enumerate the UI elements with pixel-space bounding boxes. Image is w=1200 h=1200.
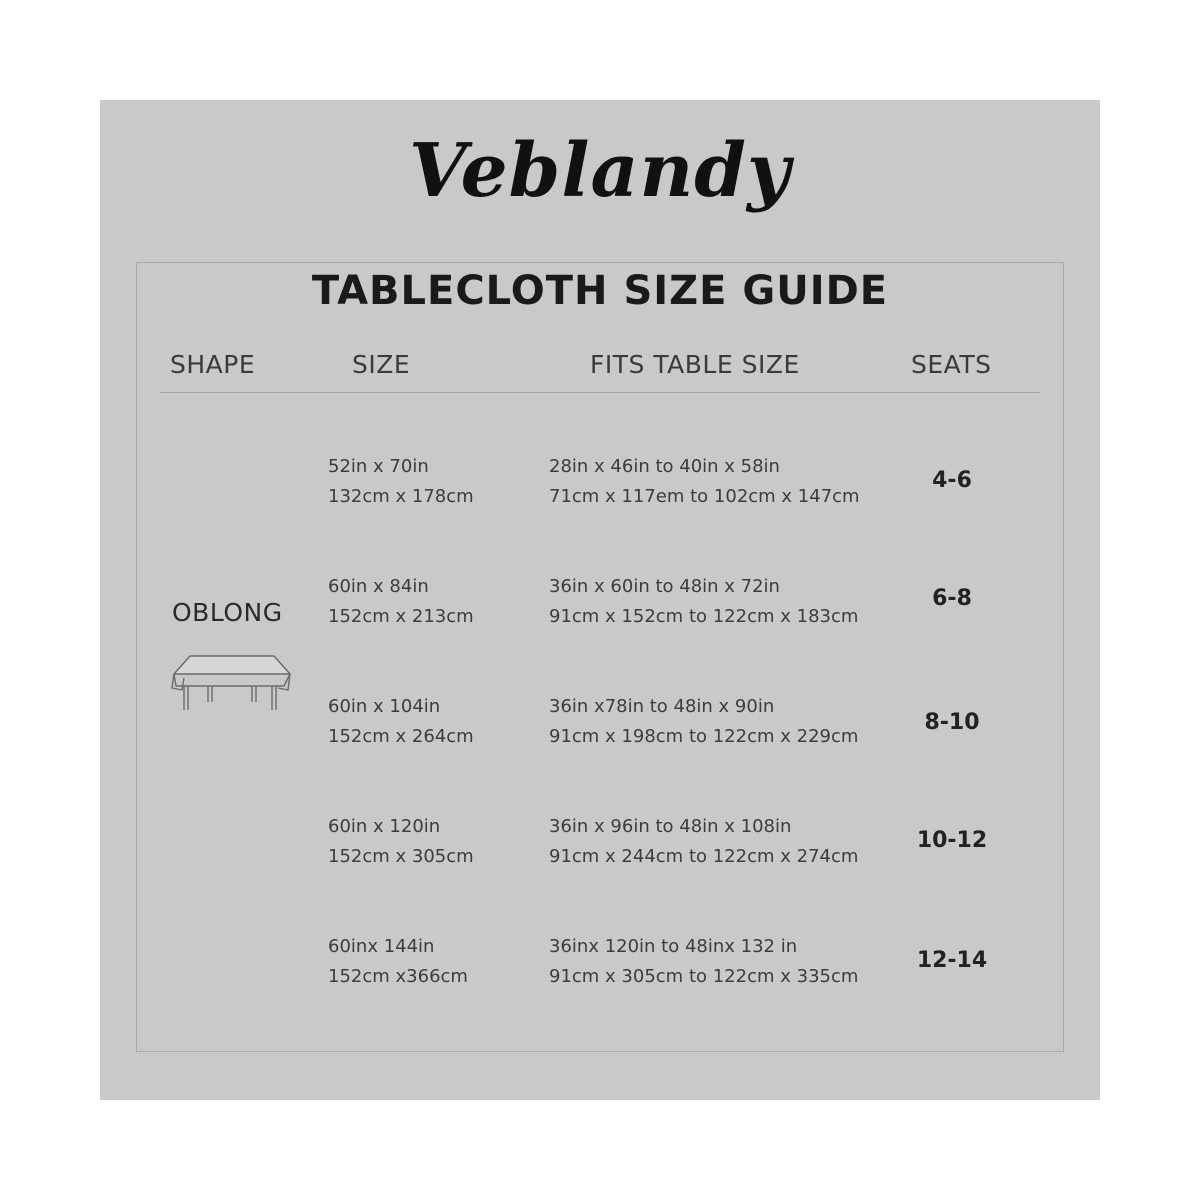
tablecloth-size bbox=[328, 932, 468, 992]
fits-table-size bbox=[549, 932, 858, 992]
tablecloth-size-inches: 60in x 120in bbox=[328, 816, 441, 837]
page-title: TABLECLOTH SIZE GUIDE bbox=[311, 268, 889, 314]
tablecloth-size bbox=[328, 812, 474, 872]
fits-table-size-inches: 28in x 46in to 40in x 58in bbox=[549, 456, 780, 477]
fits-table-size-cm: 71cm x 117em to 102cm x 147cm bbox=[549, 486, 860, 507]
tablecloth-size-cm: 152cm x 305cm bbox=[328, 846, 474, 867]
size-row bbox=[0, 692, 1200, 756]
tablecloth-size-inches: 60in x 84in bbox=[328, 576, 429, 597]
column-header-fits-table-size: FITS TABLE SIZE bbox=[590, 350, 800, 379]
tablecloth-size bbox=[328, 572, 474, 632]
size-row bbox=[0, 932, 1200, 996]
fits-table-size-inches: 36in x78in to 48in x 90in bbox=[549, 696, 775, 717]
shape-label: OBLONG bbox=[172, 598, 283, 627]
fits-table-size-cm: 91cm x 305cm to 122cm x 335cm bbox=[549, 966, 859, 987]
fits-table-size bbox=[549, 572, 858, 632]
seats-value: 6-8 bbox=[932, 586, 972, 611]
fits-table-size-cm: 91cm x 198cm to 122cm x 229cm bbox=[549, 726, 859, 747]
seats-value: 12-14 bbox=[916, 948, 988, 973]
seats-value: 4-6 bbox=[932, 468, 972, 493]
tablecloth-size bbox=[328, 452, 474, 512]
fits-table-size-inches: 36in x 60in to 48in x 72in bbox=[549, 576, 780, 597]
seats-value: 8-10 bbox=[924, 710, 980, 735]
fits-table-size-cm: 91cm x 244cm to 122cm x 274cm bbox=[549, 846, 859, 867]
header-divider bbox=[160, 392, 1040, 393]
size-row bbox=[0, 812, 1200, 876]
tablecloth-size-inches: 60inx 144in bbox=[328, 936, 435, 957]
fits-table-size-inches: 36in x 96in to 48in x 108in bbox=[549, 816, 792, 837]
column-header-seats: SEATS bbox=[911, 350, 992, 379]
fits-table-size bbox=[549, 812, 858, 872]
fits-table-size bbox=[549, 452, 860, 512]
column-header-size: SIZE bbox=[352, 350, 411, 379]
tablecloth-size-cm: 132cm x 178cm bbox=[328, 486, 474, 507]
brand-logo: Veblandy bbox=[408, 128, 792, 214]
tablecloth-size-inches: 60in x 104in bbox=[328, 696, 441, 717]
tablecloth-size bbox=[328, 692, 474, 752]
size-row bbox=[0, 452, 1200, 516]
fits-table-size-inches: 36inx 120in to 48inx 132 in bbox=[549, 936, 798, 957]
tablecloth-size-cm: 152cm x366cm bbox=[328, 966, 468, 987]
fits-table-size bbox=[549, 692, 858, 752]
fits-table-size-cm: 91cm x 152cm to 122cm x 183cm bbox=[549, 606, 859, 627]
tablecloth-size-cm: 152cm x 264cm bbox=[328, 726, 474, 747]
tablecloth-size-inches: 52in x 70in bbox=[328, 456, 429, 477]
tablecloth-size-cm: 152cm x 213cm bbox=[328, 606, 474, 627]
column-header-shape: SHAPE bbox=[170, 350, 256, 379]
size-row bbox=[0, 572, 1200, 636]
seats-value: 10-12 bbox=[916, 828, 988, 853]
